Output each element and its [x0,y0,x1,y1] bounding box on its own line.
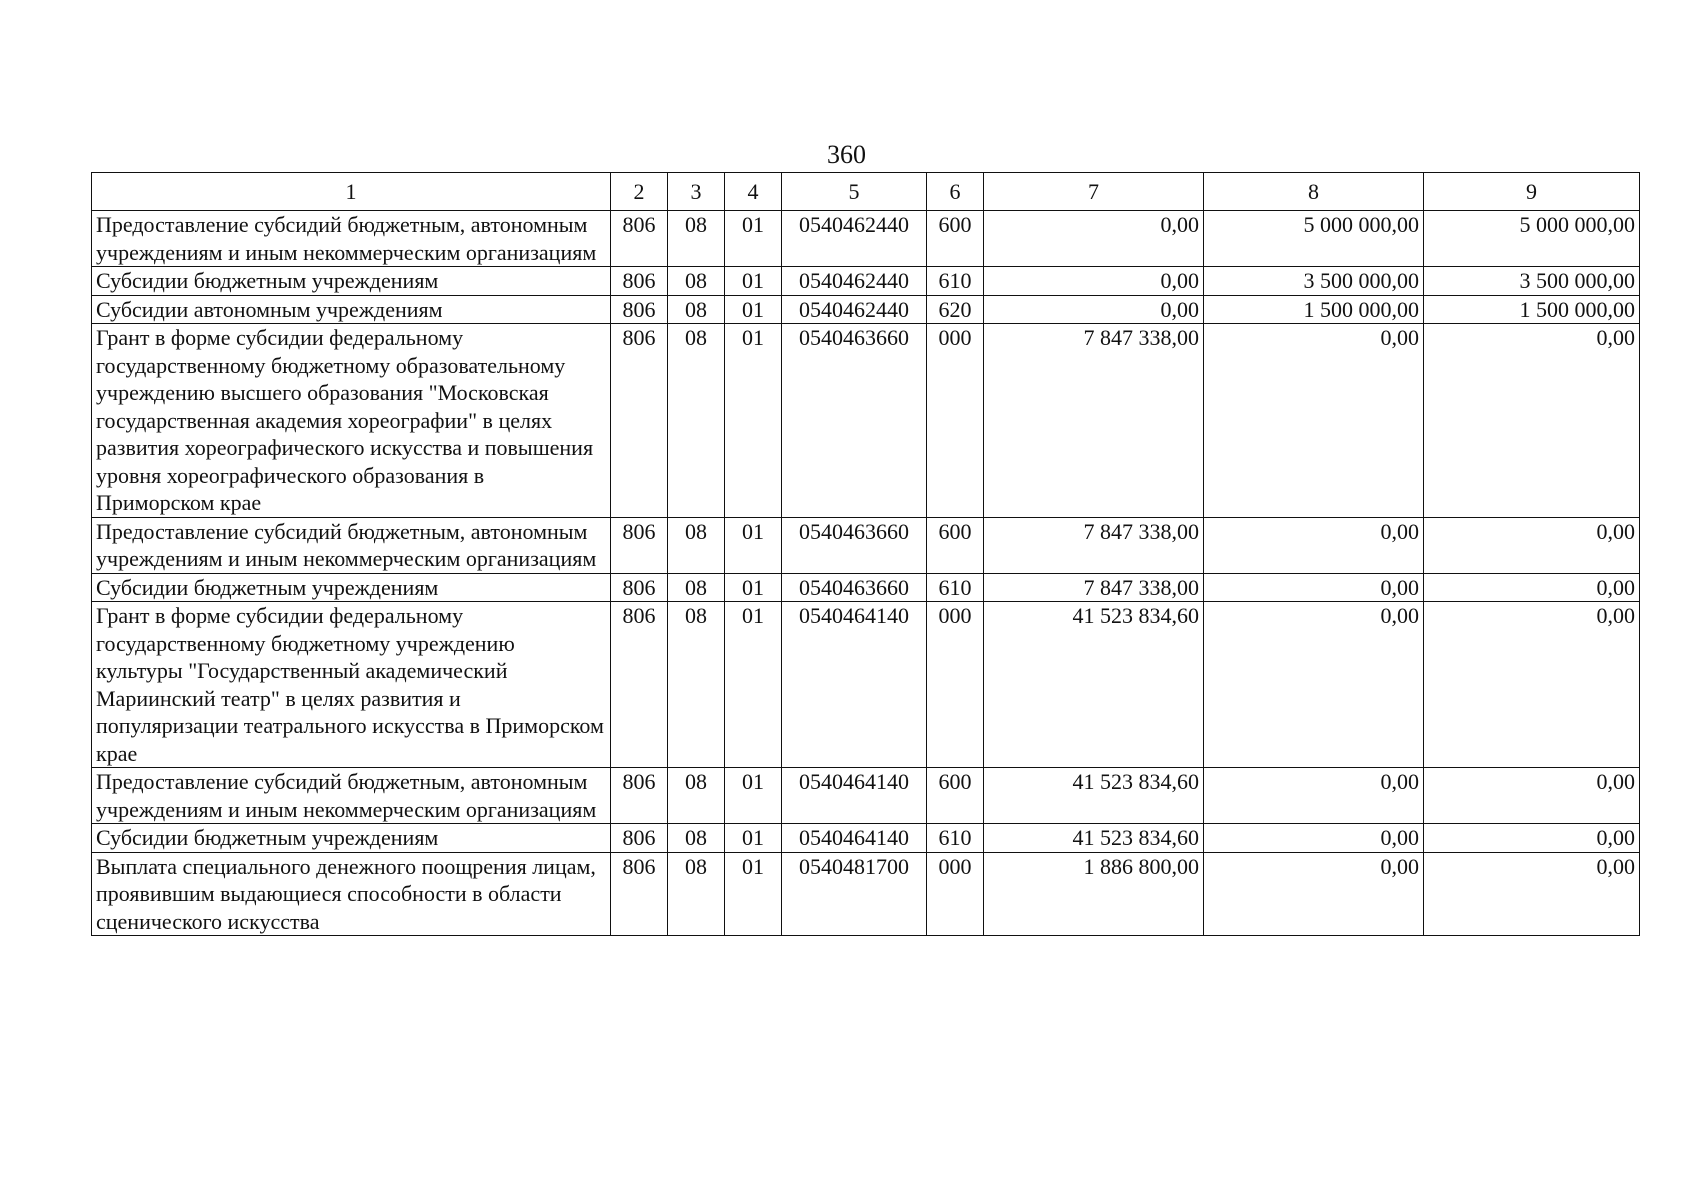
cell-sum-7: 7 847 338,00 [984,517,1204,573]
cell-admin-code: 806 [611,267,668,296]
cell-section: 08 [668,602,725,768]
row-name: Субсидии бюджетным учреждениям [92,267,611,296]
cell-target-article: 0540462440 [782,295,927,324]
cell-sum-7: 1 886 800,00 [984,852,1204,936]
column-header: 8 [1204,173,1424,211]
cell-expense-type: 000 [927,324,984,518]
cell-target-article: 0540464140 [782,602,927,768]
cell-sum-8: 0,00 [1204,517,1424,573]
cell-admin-code: 806 [611,295,668,324]
row-name: Грант в форме субсидии федеральному государственному бюджетному образовательному учреждению высшего образования "Московская государственная академия хореографии" в целях развития хореографического искусства и повышения уровня хореографического образования в Приморском крае [92,324,611,518]
cell-subsection: 01 [725,295,782,324]
row-name: Предоставление субсидий бюджетным, автономным учреждениям и иным некоммерческим организациям [92,768,611,824]
header-row [92,173,1640,211]
budget-table [91,172,1640,936]
cell-sum-9: 0,00 [1424,768,1640,824]
column-header: 2 [611,173,668,211]
cell-subsection: 01 [725,768,782,824]
cell-sum-8: 1 500 000,00 [1204,295,1424,324]
table-row [92,211,1640,267]
cell-subsection: 01 [725,573,782,602]
cell-sum-9: 0,00 [1424,824,1640,853]
cell-subsection: 01 [725,852,782,936]
cell-section: 08 [668,267,725,296]
row-name: Субсидии автономным учреждениям [92,295,611,324]
cell-expense-type: 620 [927,295,984,324]
page-number: 360 [827,140,866,169]
cell-target-article: 0540464140 [782,768,927,824]
column-header: 4 [725,173,782,211]
row-name: Субсидии бюджетным учреждениям [92,824,611,853]
cell-section: 08 [668,295,725,324]
column-header: 1 [92,173,611,211]
cell-admin-code: 806 [611,824,668,853]
cell-sum-7: 0,00 [984,211,1204,267]
cell-expense-type: 600 [927,517,984,573]
cell-admin-code: 806 [611,211,668,267]
column-header: 6 [927,173,984,211]
cell-sum-9: 3 500 000,00 [1424,267,1640,296]
table-row [92,852,1640,936]
cell-admin-code: 806 [611,324,668,518]
cell-expense-type: 610 [927,573,984,602]
cell-sum-9: 0,00 [1424,573,1640,602]
table-row [92,768,1640,824]
cell-section: 08 [668,573,725,602]
cell-expense-type: 600 [927,768,984,824]
cell-sum-8: 0,00 [1204,852,1424,936]
cell-sum-9: 1 500 000,00 [1424,295,1640,324]
cell-sum-8: 0,00 [1204,573,1424,602]
cell-target-article: 0540462440 [782,267,927,296]
table-row [92,517,1640,573]
cell-section: 08 [668,768,725,824]
cell-subsection: 01 [725,602,782,768]
cell-sum-7: 41 523 834,60 [984,824,1204,853]
cell-admin-code: 806 [611,573,668,602]
cell-sum-9: 0,00 [1424,852,1640,936]
cell-admin-code: 806 [611,852,668,936]
cell-section: 08 [668,211,725,267]
cell-expense-type: 000 [927,602,984,768]
table-row [92,602,1640,768]
cell-sum-7: 41 523 834,60 [984,768,1204,824]
table-row [92,824,1640,853]
row-name: Предоставление субсидий бюджетным, автономным учреждениям и иным некоммерческим организациям [92,517,611,573]
cell-section: 08 [668,324,725,518]
cell-target-article: 0540463660 [782,573,927,602]
cell-section: 08 [668,852,725,936]
row-name: Грант в форме субсидии федеральному государственному бюджетному учреждению культуры "Государственный академический Мариинский театр" в целях развития и популяризации театрального искусства в Приморском крае [92,602,611,768]
cell-expense-type: 610 [927,267,984,296]
cell-sum-7: 7 847 338,00 [984,573,1204,602]
cell-sum-8: 0,00 [1204,824,1424,853]
cell-target-article: 0540463660 [782,324,927,518]
cell-subsection: 01 [725,267,782,296]
row-name: Предоставление субсидий бюджетным, автономным учреждениям и иным некоммерческим организациям [92,211,611,267]
table-row [92,295,1640,324]
cell-sum-9: 0,00 [1424,602,1640,768]
cell-expense-type: 600 [927,211,984,267]
row-name: Выплата специального денежного поощрения лицам, проявившим выдающиеся способности в области сценического искусства [92,852,611,936]
column-header: 7 [984,173,1204,211]
cell-sum-9: 5 000 000,00 [1424,211,1640,267]
cell-sum-8: 3 500 000,00 [1204,267,1424,296]
table-row [92,324,1640,518]
cell-expense-type: 610 [927,824,984,853]
cell-target-article: 0540463660 [782,517,927,573]
cell-sum-7: 0,00 [984,295,1204,324]
cell-sum-9: 0,00 [1424,324,1640,518]
cell-expense-type: 000 [927,852,984,936]
column-header: 5 [782,173,927,211]
row-name: Субсидии бюджетным учреждениям [92,573,611,602]
cell-sum-8: 0,00 [1204,768,1424,824]
cell-target-article: 0540464140 [782,824,927,853]
cell-subsection: 01 [725,211,782,267]
cell-subsection: 01 [725,517,782,573]
table-row [92,573,1640,602]
cell-admin-code: 806 [611,517,668,573]
cell-sum-8: 0,00 [1204,324,1424,518]
cell-admin-code: 806 [611,768,668,824]
column-header: 9 [1424,173,1640,211]
cell-subsection: 01 [725,324,782,518]
cell-subsection: 01 [725,824,782,853]
cell-admin-code: 806 [611,602,668,768]
cell-sum-7: 7 847 338,00 [984,324,1204,518]
table-row [92,267,1640,296]
cell-section: 08 [668,824,725,853]
cell-target-article: 0540481700 [782,852,927,936]
column-header: 3 [668,173,725,211]
cell-target-article: 0540462440 [782,211,927,267]
cell-sum-9: 0,00 [1424,517,1640,573]
cell-section: 08 [668,517,725,573]
cell-sum-7: 0,00 [984,267,1204,296]
cell-sum-8: 5 000 000,00 [1204,211,1424,267]
cell-sum-7: 41 523 834,60 [984,602,1204,768]
cell-sum-8: 0,00 [1204,602,1424,768]
